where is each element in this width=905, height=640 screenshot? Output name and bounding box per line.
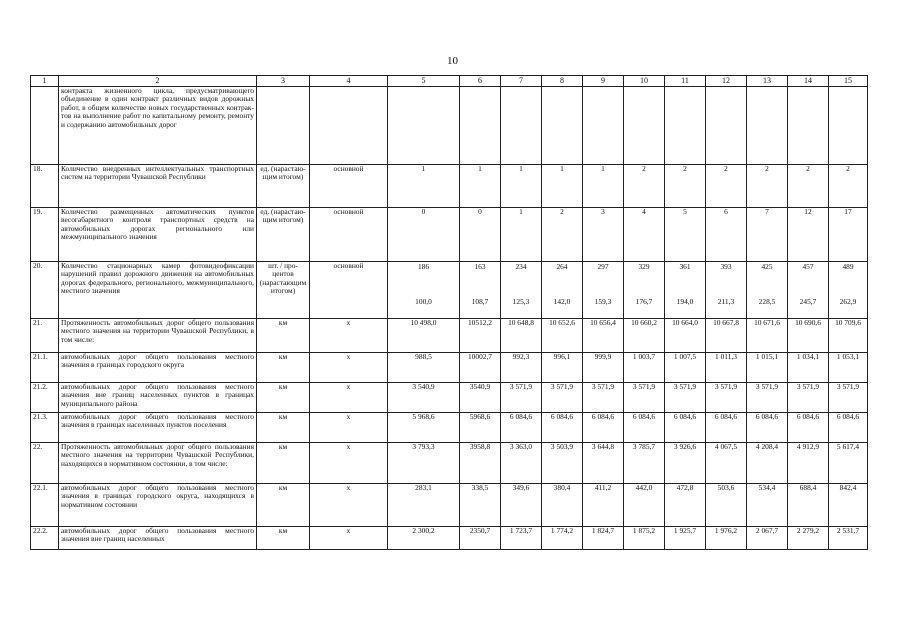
value-cell: 6 084,6	[706, 413, 747, 443]
value-cell: 992,3	[501, 353, 542, 383]
value-cell: 380,4	[542, 484, 583, 527]
header-cell: 7	[501, 76, 542, 87]
header-cell: 6	[460, 76, 501, 87]
header-row	[31, 76, 868, 87]
value-cell: 3 540,9	[388, 383, 460, 413]
value-cell: 297	[583, 262, 624, 286]
value-cell: 1 723,7	[501, 527, 542, 550]
value-cell: 3 571,9	[583, 383, 624, 413]
value-cell: 2	[829, 165, 868, 208]
unit-cell: км	[257, 484, 310, 527]
value-cell: 3 571,9	[788, 383, 829, 413]
value-cell: 142,0	[542, 286, 583, 319]
value-cell: 4 912,9	[788, 443, 829, 484]
value-cell: 999,9	[583, 353, 624, 383]
value-cell: 159,3	[583, 286, 624, 319]
header-cell: 4	[310, 76, 388, 87]
value-cell: 5 968,6	[388, 413, 460, 443]
value-cell: 996,1	[542, 353, 583, 383]
value-cell: 329	[624, 262, 665, 286]
value-cell: 10 656,4	[583, 319, 624, 353]
empty-cell	[501, 87, 542, 165]
header-cell: 5	[388, 76, 460, 87]
value-cell: 1 003,7	[624, 353, 665, 383]
row-number-cell	[31, 87, 59, 165]
indicators-table	[30, 75, 868, 550]
indicator-description: автомобильных дорог общего пользования местного значения в границах городского округа	[59, 353, 257, 383]
unit-cell: шт. / процентов (нарастающим итогом)	[257, 262, 310, 319]
empty-cell	[310, 87, 388, 165]
value-cell: 1 034,1	[788, 353, 829, 383]
value-cell: 264	[542, 262, 583, 286]
header-cell: 12	[706, 76, 747, 87]
value-cell: 3 785,7	[624, 443, 665, 484]
value-cell: 17	[829, 208, 868, 262]
value-cell: 10 664,0	[665, 319, 706, 353]
value-cell: 12	[788, 208, 829, 262]
unit-cell: км	[257, 527, 310, 550]
table-row	[31, 208, 868, 262]
table-row	[31, 262, 868, 286]
table-row	[31, 527, 868, 550]
value-cell: 3 644,8	[583, 443, 624, 484]
value-cell: 6 084,6	[665, 413, 706, 443]
value-cell: 425	[747, 262, 788, 286]
value-cell: 10 709,6	[829, 319, 868, 353]
value-cell: 3 571,9	[747, 383, 788, 413]
value-cell: 5	[665, 208, 706, 262]
value-cell: 228,5	[747, 286, 788, 319]
value-cell: 3	[583, 208, 624, 262]
value-cell: 338,5	[460, 484, 501, 527]
empty-cell	[460, 87, 501, 165]
value-cell: 10 652,6	[542, 319, 583, 353]
indicator-type: основной	[310, 262, 388, 319]
header-cell: 2	[59, 76, 257, 87]
empty-cell	[788, 87, 829, 165]
value-cell: 6 084,6	[624, 413, 665, 443]
indicator-type: x	[310, 527, 388, 550]
value-cell: 2	[747, 165, 788, 208]
value-cell: 10 648,8	[501, 319, 542, 353]
value-cell: 1 007,5	[665, 353, 706, 383]
value-cell: 472,8	[665, 484, 706, 527]
table-row	[31, 165, 868, 208]
table-row	[31, 319, 868, 353]
value-cell: 534,4	[747, 484, 788, 527]
value-cell: 108,7	[460, 286, 501, 319]
value-cell: 361	[665, 262, 706, 286]
value-cell: 245,7	[788, 286, 829, 319]
indicator-description: автомобильных дорог общего пользования местного значения вне границ населенных пунктов в границах муниципального района	[59, 383, 257, 413]
header-cell: 1	[31, 76, 59, 87]
value-cell: 3958,8	[460, 443, 501, 484]
value-cell: 6 084,6	[583, 413, 624, 443]
value-cell: 1 925,7	[665, 527, 706, 550]
empty-cell	[706, 87, 747, 165]
value-cell: 1	[460, 165, 501, 208]
value-cell: 3 571,9	[501, 383, 542, 413]
value-cell: 262,9	[829, 286, 868, 319]
indicator-type: x	[310, 319, 388, 353]
empty-cell	[624, 87, 665, 165]
value-cell: 100,0	[388, 286, 460, 319]
value-cell: 3 571,9	[624, 383, 665, 413]
value-cell: 988,5	[388, 353, 460, 383]
indicator-type: x	[310, 353, 388, 383]
value-cell: 0	[460, 208, 501, 262]
value-cell: 6	[706, 208, 747, 262]
row-number: 18.	[31, 165, 59, 208]
value-cell: 2	[542, 208, 583, 262]
empty-cell	[583, 87, 624, 165]
indicator-description: автомобильных дорог общего пользования местного значения вне границ населенных	[59, 527, 257, 550]
indicator-type: x	[310, 413, 388, 443]
row-number: 21.3.	[31, 413, 59, 443]
page-number: 10	[447, 55, 458, 67]
header-cell: 14	[788, 76, 829, 87]
value-cell: 1	[501, 165, 542, 208]
value-cell: 10 671,6	[747, 319, 788, 353]
value-cell: 10512,2	[460, 319, 501, 353]
value-cell: 1	[542, 165, 583, 208]
value-cell: 1 824,7	[583, 527, 624, 550]
value-cell: 2 279,2	[788, 527, 829, 550]
value-cell: 2	[624, 165, 665, 208]
value-cell: 442,0	[624, 484, 665, 527]
value-cell: 2 300,2	[388, 527, 460, 550]
value-cell: 4 067,5	[706, 443, 747, 484]
value-cell: 1	[501, 208, 542, 262]
value-cell: 349,6	[501, 484, 542, 527]
header-cell: 15	[829, 76, 868, 87]
value-cell: 688,4	[788, 484, 829, 527]
indicator-description: Количество стационарных камер фотовидеофиксации нарушений правил дорожного движения на автомобильных дорогах федерального, регионального, межмуниципального, местного значения	[59, 262, 257, 319]
unit-cell: ед. (нарастающим итогом)	[257, 165, 310, 208]
value-cell: 411,2	[583, 484, 624, 527]
value-cell: 6 084,6	[501, 413, 542, 443]
value-cell: 1 053,1	[829, 353, 868, 383]
indicator-description: Количество размещенных автоматических пунктов весогабаритного контроля транспортных средств на автомобильных дорогах регионального или межмуниципального значения	[59, 208, 257, 262]
value-cell: 211,3	[706, 286, 747, 319]
unit-cell: км	[257, 443, 310, 484]
value-cell: 5 617,4	[829, 443, 868, 484]
header-cell: 10	[624, 76, 665, 87]
indicator-description: Протяженность автомобильных дорог общего пользования местного значения на территории Чувашской Республики, находящихся в нормативном состоянии, в том числе:	[59, 443, 257, 484]
value-cell: 3 571,9	[706, 383, 747, 413]
indicator-type: x	[310, 484, 388, 527]
indicator-description: контракта жизненного цикла, предусматривающего объединение в один контракт различных видов дорожных работ, в общем количестве новых государственных контрактов на выполнение работ по капитальному ремонту, ремонту и содержанию автомобильных дорог	[59, 87, 257, 165]
value-cell: 3 363,0	[501, 443, 542, 484]
value-cell: 176,7	[624, 286, 665, 319]
row-number: 19.	[31, 208, 59, 262]
empty-cell	[257, 87, 310, 165]
value-cell: 1	[583, 165, 624, 208]
value-cell: 1 774,2	[542, 527, 583, 550]
value-cell: 3 571,9	[665, 383, 706, 413]
value-cell: 3 503,9	[542, 443, 583, 484]
value-cell: 2 531,7	[829, 527, 868, 550]
value-cell: 186	[388, 262, 460, 286]
row-number: 21.2.	[31, 383, 59, 413]
row-number: 22.	[31, 443, 59, 484]
unit-cell: км	[257, 353, 310, 383]
value-cell: 234	[501, 262, 542, 286]
value-cell: 1 976,2	[706, 527, 747, 550]
value-cell: 3 571,9	[829, 383, 868, 413]
empty-cell	[542, 87, 583, 165]
value-cell: 194,0	[665, 286, 706, 319]
indicator-description: Количество внедренных интеллектуальных транспортных систем на территории Чувашской Республики	[59, 165, 257, 208]
table-row	[31, 413, 868, 443]
indicator-type: x	[310, 443, 388, 484]
unit-cell: ед. (нарастающим итогом)	[257, 208, 310, 262]
indicator-type: основной	[310, 208, 388, 262]
row-number: 20.	[31, 262, 59, 319]
header-cell: 3	[257, 76, 310, 87]
table-row	[31, 443, 868, 484]
value-cell: 842,4	[829, 484, 868, 527]
empty-cell	[747, 87, 788, 165]
indicator-description: Протяженность автомобильных дорог общего пользования местного значения на территории Чувашской Республики, в том числе:	[59, 319, 257, 353]
table-row	[31, 383, 868, 413]
empty-cell	[665, 87, 706, 165]
value-cell: 2	[706, 165, 747, 208]
value-cell: 3 926,6	[665, 443, 706, 484]
value-cell: 10 690,6	[788, 319, 829, 353]
value-cell: 2	[788, 165, 829, 208]
value-cell: 5968,6	[460, 413, 501, 443]
table-row	[31, 353, 868, 383]
header-cell: 9	[583, 76, 624, 87]
value-cell: 6 084,6	[542, 413, 583, 443]
value-cell: 489	[829, 262, 868, 286]
value-cell: 1 011,3	[706, 353, 747, 383]
row-number: 21.1.	[31, 353, 59, 383]
value-cell: 6 084,6	[747, 413, 788, 443]
value-cell: 2	[665, 165, 706, 208]
indicator-description: автомобильных дорог общего пользования местного значения в границах населенных пунктов поселения	[59, 413, 257, 443]
value-cell: 125,3	[501, 286, 542, 319]
table-row	[31, 484, 868, 527]
unit-cell: км	[257, 319, 310, 353]
header-cell: 13	[747, 76, 788, 87]
value-cell: 1 015,1	[747, 353, 788, 383]
row-number: 22.1.	[31, 484, 59, 527]
value-cell: 503,6	[706, 484, 747, 527]
value-cell: 2350,7	[460, 527, 501, 550]
row-number: 22.2.	[31, 527, 59, 550]
unit-cell: км	[257, 413, 310, 443]
header-cell: 11	[665, 76, 706, 87]
value-cell: 1	[388, 165, 460, 208]
value-cell: 10 660,2	[624, 319, 665, 353]
value-cell: 163	[460, 262, 501, 286]
row-number: 21.	[31, 319, 59, 353]
value-cell: 4	[624, 208, 665, 262]
value-cell: 4 208,4	[747, 443, 788, 484]
value-cell: 3 571,9	[542, 383, 583, 413]
value-cell: 393	[706, 262, 747, 286]
indicator-description: автомобильных дорог общего пользования местного значения в границах городского округа, находящихся в нормативном состоянии	[59, 484, 257, 527]
value-cell: 6 084,6	[829, 413, 868, 443]
value-cell: 0	[388, 208, 460, 262]
empty-cell	[388, 87, 460, 165]
value-cell: 3540,9	[460, 383, 501, 413]
value-cell: 7	[747, 208, 788, 262]
value-cell: 10 498,0	[388, 319, 460, 353]
unit-cell: км	[257, 383, 310, 413]
header-cell: 8	[542, 76, 583, 87]
value-cell: 1 875,2	[624, 527, 665, 550]
table-row	[31, 87, 868, 165]
indicator-type: основной	[310, 165, 388, 208]
value-cell: 6 084,6	[788, 413, 829, 443]
value-cell: 10002,7	[460, 353, 501, 383]
empty-cell	[829, 87, 868, 165]
value-cell: 10 667,8	[706, 319, 747, 353]
value-cell: 457	[788, 262, 829, 286]
value-cell: 2 067,7	[747, 527, 788, 550]
indicator-type: x	[310, 383, 388, 413]
value-cell: 283,1	[388, 484, 460, 527]
value-cell: 3 793,3	[388, 443, 460, 484]
